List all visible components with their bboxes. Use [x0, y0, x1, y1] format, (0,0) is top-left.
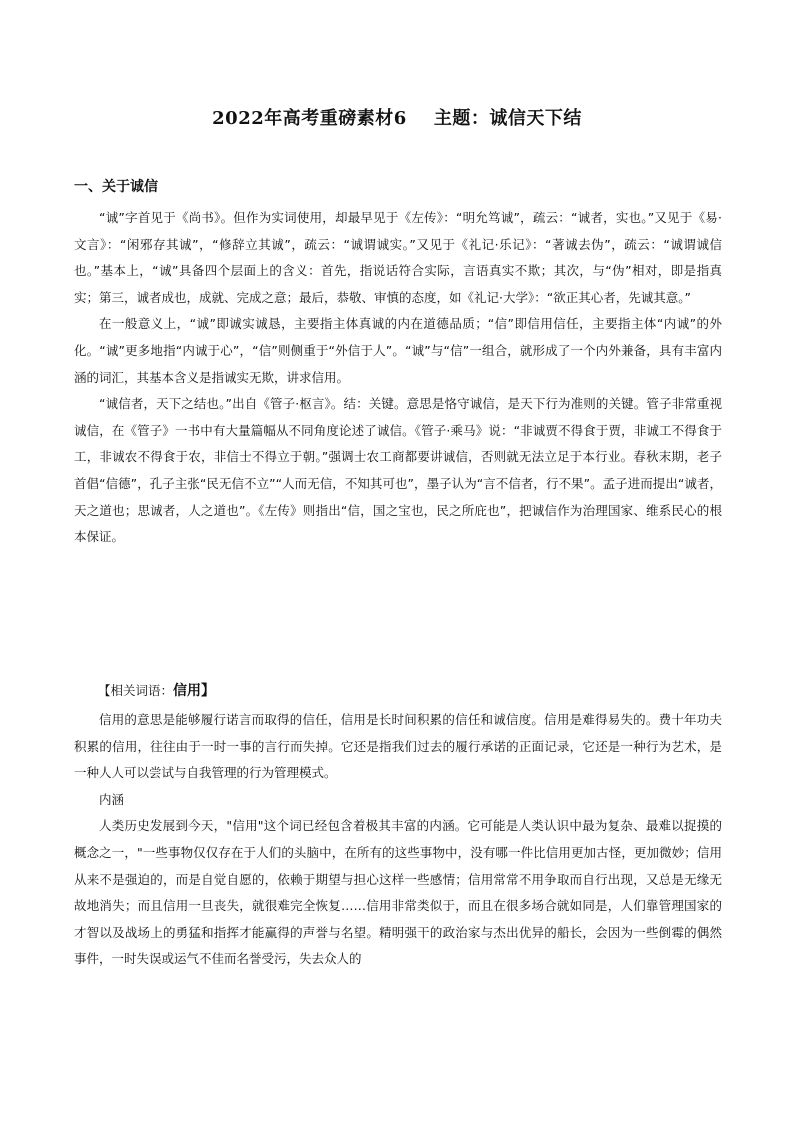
- paragraph: 人类历史发展到今天，"信用"这个词已经包含着极其丰富的内涵。它可能是人类认识中最为复杂、最难以捉摸的概念之一，"一些事物仅仅存在于人们的头脑中，在所有的这些事物中，没有哪一件比信用更加古怪，更加微妙；信用从来不是强迫的，而是自觉自愿的，依赖于期望与担心这样一些感情；信用常常不用争取而自行出现，又总是无缘无故地消失；而且信用一旦丧失，就很难完全恢复……信用非常类似于，而且在很多场合就如同是，人们靠管理国家的才智以及战场上的勇猛和指挥才能赢得的声誉与名望。精明强干的政治家与杰出优异的船长，会因为一些倒霉的偶然事件，一时失误或运气不佳而名誉受污，失去众人的: [74, 818, 722, 967]
- paragraph: 在一般意义上，“诚”即诚实诚恳，主要指主体真诚的内在道德品质；“信”即信用信任，主要指主体“内诚”的外化。“诚”更多地指“内诚于心”，“信”则侧重于“外信于人”。“诚”与“信”一组合，就形成了一个内外兼备，具有丰富内涵的词汇，其基本含义是指诚实无欺，讲求信用。: [74, 316, 722, 385]
- section-1-body: [74, 205, 722, 551]
- paragraph: “诚”字首见于《尚书》。但作为实词使用，却最早见于《左传》：“明允笃诚”，疏云：“诚者，实也。”又见于《易·文言》：“闲邪存其诚”，“修辞立其诚”，疏云：“诚谓诚实。”又见于《礼记·乐记》：“著诚去伪”，疏云：“诚谓诚信也。”基本上，“诚”具备四个层面上的含义：首先，指说话符合实际，言语真实不欺；其次，与“伪”相对，即是指真实；第三，诚者成也，成就、完成之意；最后，恭敬、审慎的态度，如《礼记·大学》：“欲正其心者，先诚其意。”: [74, 210, 722, 305]
- paragraph: 信用的意思是能够履行诺言而取得的信任，信用是长时间积累的信任和诚信度。信用是难得易失的。费十年功夫积累的信用，往往由于一时一事的言行而失掉。它还是指我们过去的履行承诺的正面记录，它还是一种行为艺术，是一种人人可以尝试与自我管理的行为管理模式。: [74, 712, 722, 781]
- section-heading-about-integrity: 一、关于诚信: [74, 179, 158, 195]
- section-2-body: [74, 707, 722, 973]
- related-terms-word: 信用】: [173, 683, 216, 699]
- related-terms-heading: [98, 680, 215, 700]
- paragraph: “诚信者，天下之结也。”出自《管子·枢言》。结：关键。意思是恪守诚信，是天下行为准则的关键。管子非常重视诚信，在《管子》一书中有大量篇幅从不同角度论述了诚信。《管子·乘马》说：“非诚贾不得食于贾，非诚工不得食于工，非诚农不得食于农，非信士不得立于朝。”强调士农工商都要讲诚信，否则就无法立足于本行业。春秋末期，老子首倡“信德”，孔子主张“民无信不立”“人而无信，不知其可也”，墨子认为“言不信者，行不果”。孟子进而提出“诚者，天之道也；思诚者，人之道也”。《左传》则指出“信，国之宝也，民之所庇也”，把诚信作为治理国家、维系民心的根本保证。: [74, 396, 722, 545]
- related-terms-prefix: 【相关词语：: [98, 683, 174, 698]
- subheading-connotation: 内涵: [99, 791, 125, 807]
- document-title: 2022年高考重磅素材6 主题：诚信天下结: [212, 108, 582, 129]
